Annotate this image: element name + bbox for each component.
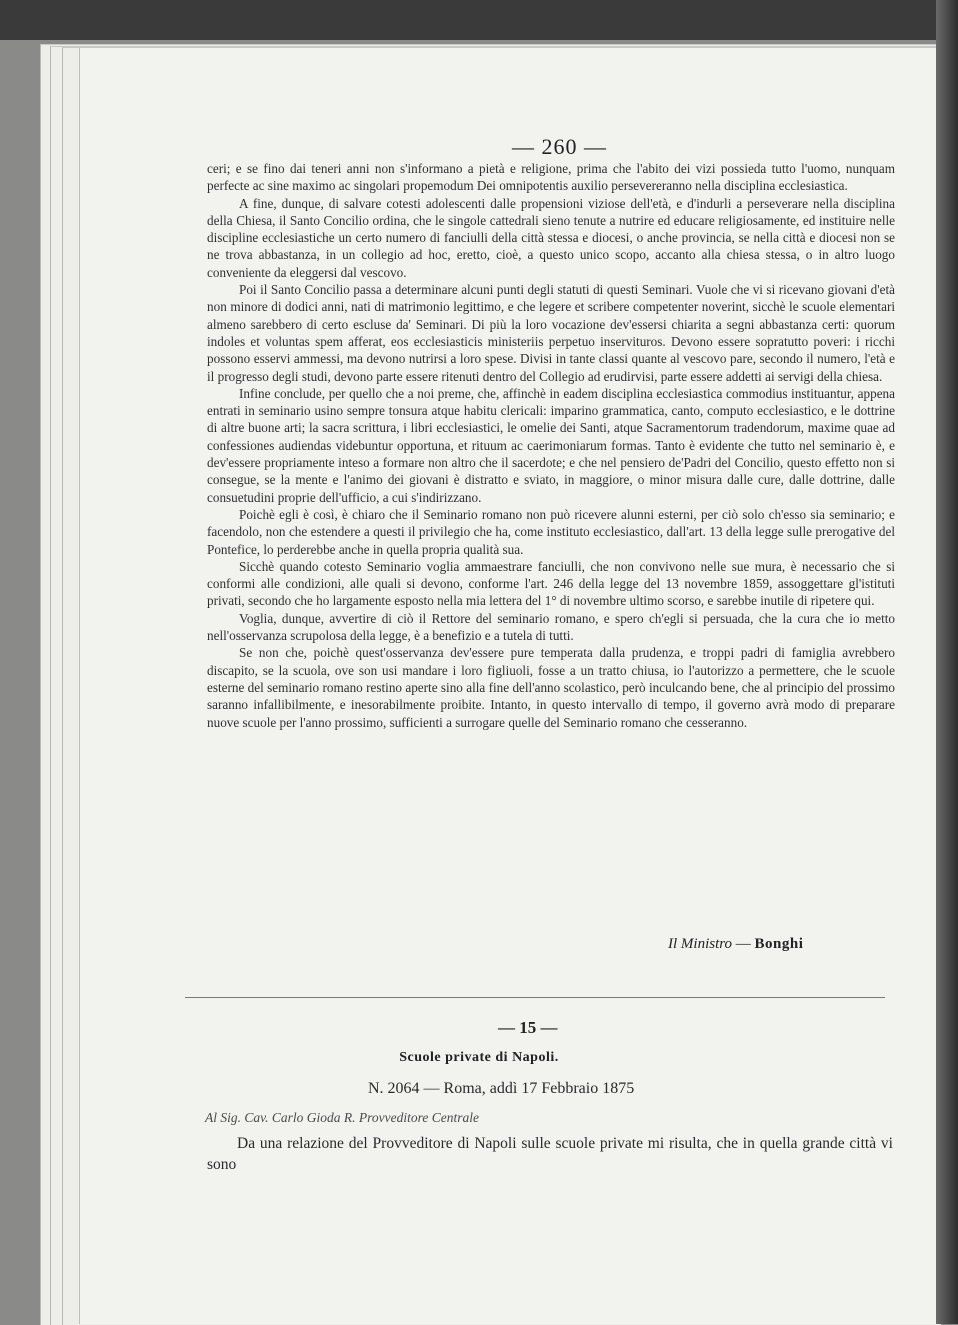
signature-dash: — <box>732 936 755 952</box>
paragraph: Poichè egli è così, è chiaro che il Seminario romano non può ricevere alunni esterni, per ciò solo ch'esso sia seminario; e facendolo, non che estendere a questi il privilegio che ha, come instituto ecclesiastico, dall'art. 13 della legge sulle prerogative del Pontefice, lo perderebbe anche in quella propria qualità sua. <box>207 506 895 557</box>
paragraph: Infine conclude, per quello che a noi preme, che, affinchè in eadem disciplina ecclesiastica commodius instituantur, appena entrati in seminario usino sempre tonsura atque habitu clericali: imparino grammatica, canto, computo ecclesiastico, e le dottrine di altre buone arti; la sacra scrittura, i libri ecclesiastici, le omelie dei Santi, atque Sacramentorum tradendorum, maxime quae ad confessiones audiendas videbuntur opportuna, et rituum ac caerimoniarum formas. Tanto è evidente che tutto nel seminario è, e dev'essere propriamente inteso a formare non altro che il sacerdote; e che nel pensiero de'Padri del Concilio, questo effetto non si consegue, se la mente e l'animo dei giovani è distratto e sviato, in maggiore, o minor misura dalle cure, dalle dottrine, dalle consuetudini proprie dell'ufficio, a cui s'indirizzano. <box>207 385 895 505</box>
body-text <box>207 160 895 731</box>
scan-right-edge <box>936 0 958 1324</box>
section-divider <box>185 997 885 998</box>
scan-top-edge <box>0 0 958 40</box>
paragraph: ceri; e se fino dai teneri anni non s'informano a pietà e religione, prima che l'abito dei vizi possieda tutto l'uomo, nunquam perfecte ac sine maximo ac singolari propemodum Dei omnipotentis auxilio persevereranno nella disciplina ecclesiastica. <box>207 161 895 194</box>
paragraph: Voglia, dunque, avvertire di ciò il Rettore del seminario romano, e spero ch'egli si persuada, che la cura che io metto nell'osservanza scrupolosa della legge, è a benefizio e a tutela di tutti. <box>207 610 895 644</box>
letter-addressee: Al Sig. Cav. Carlo Gioda R. Provveditore Centrale <box>205 1110 479 1125</box>
paragraph: A fine, dunque, di salvare cotesti adolescenti dalle propensioni viziose dell'età, e d'indurli a perseverare nella disciplina della Chiesa, il Santo Concilio ordina, che le singole cattedrali sieno tenute a nutrire ed educare religiosamente, ed instituire nelle discipline ecclesiastiche un certo numero di fanciulli della città stessa e diocesi, o anche provincia, se nella città e diocesi non se ne trova abbastanza, in un collegio ad hoc, eretto, cioè, a questo unico scopo, accanto alla chiesa stessa, o in altro luogo conveniente da eleggersi dal vescovo. <box>207 195 895 280</box>
letter-header: N. 2064 — Roma, addì 17 Febbraio 1875 <box>368 1080 635 1097</box>
page-number: — 260 — <box>512 134 607 159</box>
signature <box>668 936 803 953</box>
paragraph: Da una relazione del Provveditore di Napoli sulle scuole private mi risulta, che in quella grande città vi sono <box>207 1135 893 1173</box>
section-title: Scuole private di Napoli. <box>399 1050 559 1065</box>
signature-role: Il Ministro <box>668 936 733 952</box>
section-number: — 15 — <box>498 1018 558 1037</box>
paragraph: Poi il Santo Concilio passa a determinare alcuni punti degli statuti di questi Seminari. Vuole che vi si ricevano giovani d'età non minore di dodici anni, nati di matrimonio legittimo, e che legere et scribere competenter noverint, sicchè le scuole elementari almeno sarebbero di certo escluse da' Seminari. Di più la loro vocazione dev'essersi chiarita a segni abbastanza certi: quorum indoles et voluntas spem afferat, eos ecclesiasticis ministeriis perpetuo inservituros. Devono essere sopratutto poveri: i ricchi possono esservi ammessi, ma devono nutrirsi a loro spese. Divisi in tante classi quante al vescovo pare, secondo il numero, l'età e il progresso degli studi, devono parte essere ritenuti dentro del Collegio ad erudirvisi, parte essere addetti ai servigi della chiesa. <box>207 282 895 384</box>
paragraph: Sicchè quando cotesto Seminario voglia ammaestrare fanciulli, che non convivono nelle sue mura, è necessario che si conformi alle condizioni, alle quali si devono, conforme l'art. 246 della legge del 13 novembre 1859, assoggettare gl'istituti privati, secondo che ho largamente esposto nella mia lettera del 1° di novembre ultimo scorso, e sarebbe inutile di ripetere qui. <box>207 558 895 609</box>
signature-name: Bonghi <box>754 936 804 952</box>
paragraph: Se non che, poichè quest'osservanza dev'essere pure temperata dalla prudenza, e troppi padri di famiglia avrebbero discapito, se la scuola, ove son usi mandare i loro figliuoli, fosse a un tratto chiusa, io l'autorizzo a permettere, che le scuole esterne del seminario romano restino aperte sino alla fine dell'anno scolastico, però inculcando bene, che al principio del prossimo saranno infallibilmente, e inesorabilmente proibite. Intanto, in questo intervallo di tempo, il governo avrà modo di preparare nuove scuole per l'anno prossimo, sufficienti a surrogare quelle del Seminario romano che cesseranno. <box>207 645 895 730</box>
letter-opening <box>207 1133 893 1175</box>
